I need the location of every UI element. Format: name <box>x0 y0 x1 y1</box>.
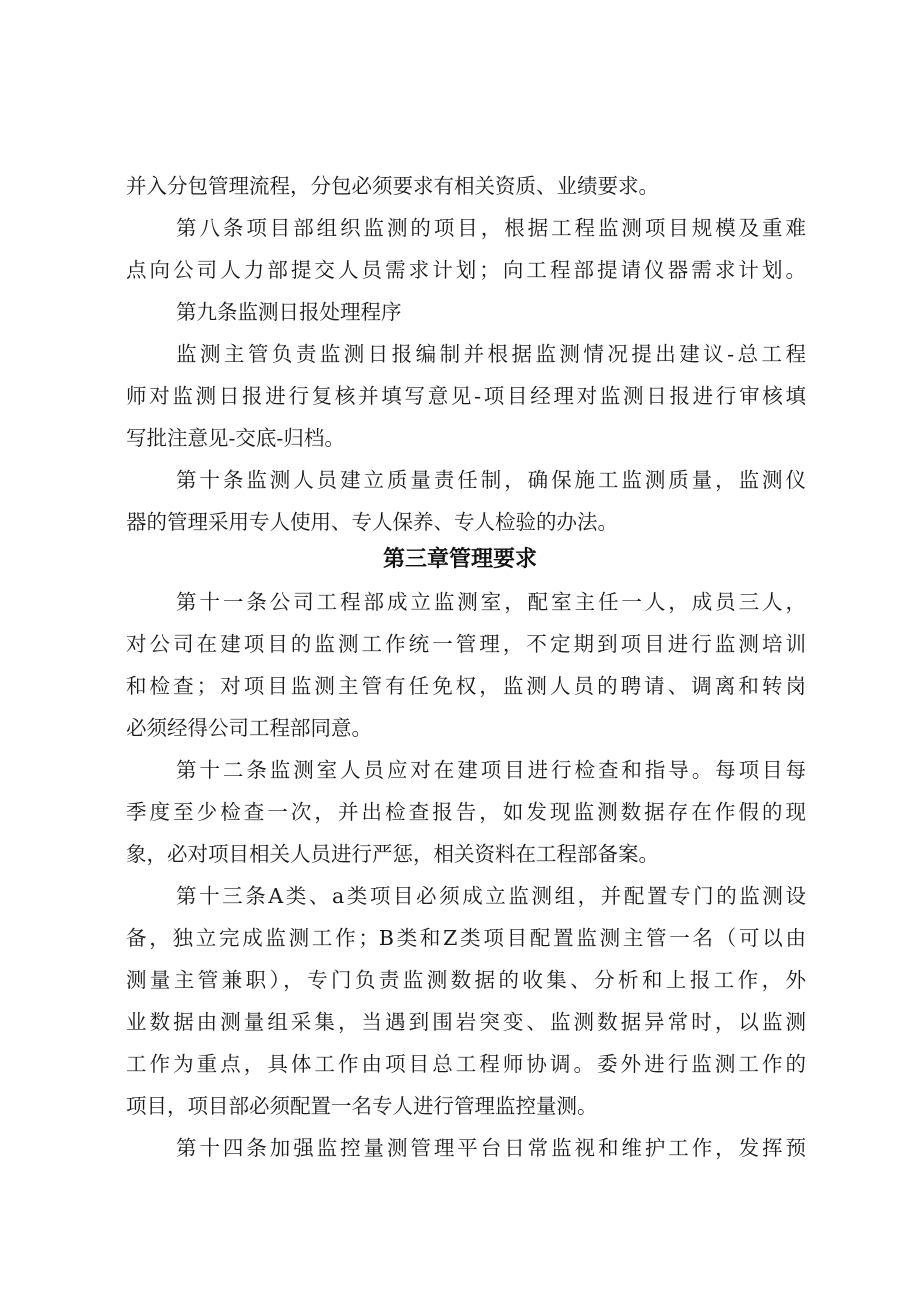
text-line: 器的管理采用专人使用、专人保养、专人检验的办法。 <box>126 510 618 534</box>
text-line: 第十条监测人员建立质量责任制，确保施工监测质量，监测仪 <box>176 468 806 492</box>
text-line: 第九条监测日报处理程序 <box>176 300 402 324</box>
text-line: 第十四条加强监控量测管理平台日常监视和维护工作，发挥预 <box>176 1136 806 1160</box>
chapter-heading: 第三章管理要求 <box>382 547 537 572</box>
text-line: 第十三条A类、a类项目必须成立监测组，并配置专门的监测设 <box>176 884 806 908</box>
text-line: 对公司在建项目的监测工作统一管理，不定期到项目进行监测培训 <box>126 632 806 656</box>
text-line: 项目，项目部必须配置一名专人进行管理监控量测。 <box>126 1094 598 1118</box>
text-line: 季度至少检查一次，并出检查报告，如发现监测数据存在作假的现 <box>126 800 806 824</box>
text-line: 工作为重点，具体工作由项目总工程师协调。委外进行监测工作的 <box>126 1052 806 1076</box>
text-line: 第八条项目部组织监测的项目，根据工程监测项目规模及重难 <box>176 216 806 240</box>
text-line: 第十二条监测室人员应对在建项目进行检查和指导。每项目每 <box>176 758 806 782</box>
text-line: 和检查；对项目监测主管有任免权，监测人员的聘请、调离和转岗 <box>126 674 806 698</box>
text-line: 测量主管兼职），专门负责监测数据的收集、分析和上报工作，外 <box>126 968 806 992</box>
text-line: 第十一条公司工程部成立监测室，配室主任一人，成员三人， <box>176 590 806 614</box>
text-line: 点向公司人力部提交人员需求计划；向工程部提请仪器需求计划。 <box>126 258 806 282</box>
text-line: 监测主管负责监测日报编制并根据监测情况提出建议-总工程 <box>176 342 806 366</box>
text-line: 师对监测日报进行复核并填写意见-项目经理对监测日报进行审核填 <box>126 384 806 408</box>
text-line: 象，必对项目相关人员进行严惩，相关资料在工程部备案。 <box>126 842 659 866</box>
text-line: 必须经得公司工程部同意。 <box>126 716 372 740</box>
text-line: 并入分包管理流程，分包必须要求有相关资质、业绩要求。 <box>126 174 659 198</box>
text-line: 备，独立完成监测工作；B类和Z类项目配置监测主管一名（可以由 <box>126 926 806 950</box>
text-line: 业数据由测量组采集，当遇到围岩突变、监测数据异常时，以监测 <box>126 1010 806 1034</box>
text-line: 写批注意见-交底-归档。 <box>126 426 345 450</box>
